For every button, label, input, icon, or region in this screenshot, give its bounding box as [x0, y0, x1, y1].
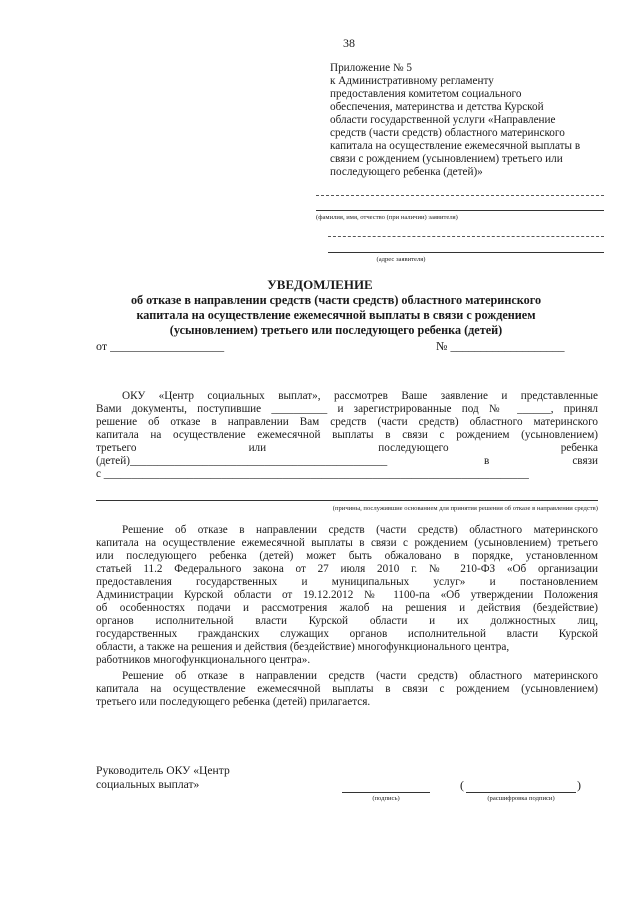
- annex-line: области государственной услуги «Направление: [330, 114, 556, 126]
- paragraph-line: [96, 442, 598, 455]
- date-blank: ___________________: [110, 339, 225, 353]
- paragraph-line: капитала на осуществление ежемесячной выплаты в связи с рождением (усыновлением): [96, 683, 598, 695]
- annex-line: связи с рождением (усыновлением) третьего или: [330, 153, 563, 165]
- applicant-address-caption: (адрес заявителя): [376, 256, 426, 263]
- decryption-close: ): [577, 778, 581, 792]
- position-line: социальных выплат»: [96, 778, 200, 791]
- signatory-position: [96, 764, 230, 792]
- paragraph-line: решение об отказе в направлении Вам средств (части средств) областного материнского: [96, 416, 598, 428]
- notice-subheading: [96, 293, 576, 338]
- paragraph-appeal: [96, 524, 598, 667]
- decryption-open: (: [460, 778, 464, 792]
- number-prefix: №: [436, 339, 448, 353]
- word: ребенка: [560, 442, 598, 454]
- paragraph-line: [96, 455, 598, 468]
- applicant-name-caption: (фамилия, имя, отчество (при наличии) заявителя): [316, 214, 458, 221]
- annex-title: Приложение № 5: [330, 62, 412, 74]
- number-blank: ___________________: [450, 339, 565, 353]
- paragraph-line: предоставления государственных и муниципальных услуг» и постановлением: [96, 576, 598, 588]
- paragraph-line: третьего или последующего ребенка (детей) прилагается.: [96, 696, 371, 708]
- paragraph-attachment: [96, 670, 598, 709]
- annex-line: обеспечения, материнства и детства Курской: [330, 101, 544, 113]
- annex-line: предоставления комитетом социального: [330, 88, 522, 100]
- notice-subheading-line: (усыновлением) третьего или последующего ребенка (детей): [169, 323, 503, 337]
- paragraph-line: Администрации Курской области от 19.12.2012 № 1100-па «Об утверждении Положения: [96, 589, 598, 601]
- decryption-line: [466, 792, 576, 793]
- paragraph-line: капитала на осуществление ежемесячной выплаты в связи с рождением (усыновлением) третьего: [96, 537, 598, 549]
- paragraph-decision: [96, 390, 598, 481]
- word: связи: [572, 455, 598, 467]
- word: последующего: [378, 442, 449, 454]
- paragraph-line: работников многофункционального центра».: [96, 654, 311, 666]
- word: третьего: [96, 442, 137, 454]
- notice-number: [436, 340, 564, 353]
- notice-date: [96, 340, 224, 353]
- notice-subheading-line: капитала на осуществление ежемесячной выплаты в связи с рождением: [136, 308, 536, 322]
- reason-caption: (причины, послужившие основанием для принятия решения об отказе в направлении средств): [332, 505, 598, 512]
- paragraph-line: государственных гражданских служащих органов исполнительной власти Курской: [96, 628, 598, 640]
- annex-block: [330, 62, 600, 179]
- signature-line: [342, 792, 430, 793]
- annex-line: капитала на осуществление ежемесячной выплаты в: [330, 140, 581, 152]
- notice-heading: УВЕДОМЛЕНИЕ: [267, 277, 373, 292]
- reason-line: с ____________________________________________________________________________: [96, 468, 529, 480]
- word: или: [248, 442, 267, 454]
- annex-line: к Административному регламенту: [330, 75, 494, 87]
- paragraph-line: органов исполнительной власти Курской области и их должностных лиц,: [96, 615, 598, 627]
- applicant-name-line-2: [316, 210, 604, 211]
- applicant-name-line-1: [316, 195, 604, 196]
- position-line: Руководитель ОКУ «Центр: [96, 764, 230, 777]
- annex-line: средств (части средств) областного материнского: [330, 127, 565, 139]
- paragraph-line: об особенностях подачи и рассмотрения жалоб на решения и действия (бездействие): [96, 602, 598, 614]
- paragraph-line: Вами документы, поступившие __________ и зарегистрированные под № ______, принял: [96, 403, 598, 415]
- reason-line-2: [96, 500, 598, 501]
- paragraph-line: области, а также на решения и действия (бездействие) многофункционального центра,: [96, 641, 510, 653]
- notice-subheading-line: об отказе в направлении средств (части средств) областного материнского: [130, 293, 542, 307]
- paragraph-line: Решение об отказе в направлении средств (части средств) областного материнского: [122, 670, 598, 682]
- page-number: 38: [343, 36, 355, 50]
- decryption-caption: (расшифровка подписи): [487, 795, 555, 802]
- children-blank: (детей)______________________________________________: [96, 455, 388, 467]
- applicant-address-line-1: [328, 236, 604, 237]
- annex-line: последующего ребенка (детей)»: [330, 166, 483, 178]
- signature-caption: (подпись): [372, 795, 400, 802]
- applicant-address-line-2: [328, 252, 604, 253]
- word: в: [484, 455, 490, 467]
- paragraph-line: Решение об отказе в направлении средств (части средств) областного материнского: [122, 524, 598, 536]
- paragraph-line: или последующего ребенка (детей) может быть обжаловано в порядке, установленном: [96, 550, 598, 562]
- date-prefix: от: [96, 339, 108, 353]
- paragraph-line: статьей 11.2 Федерального закона от 27 июля 2010 г. № 210-ФЗ «Об организации: [96, 563, 598, 575]
- paragraph-line: ОКУ «Центр социальных выплат», рассмотрев Ваше заявление и представленные: [122, 390, 598, 402]
- paragraph-line: капитала на осуществление ежемесячной выплаты в связи с рождением (усыновлением): [96, 429, 598, 441]
